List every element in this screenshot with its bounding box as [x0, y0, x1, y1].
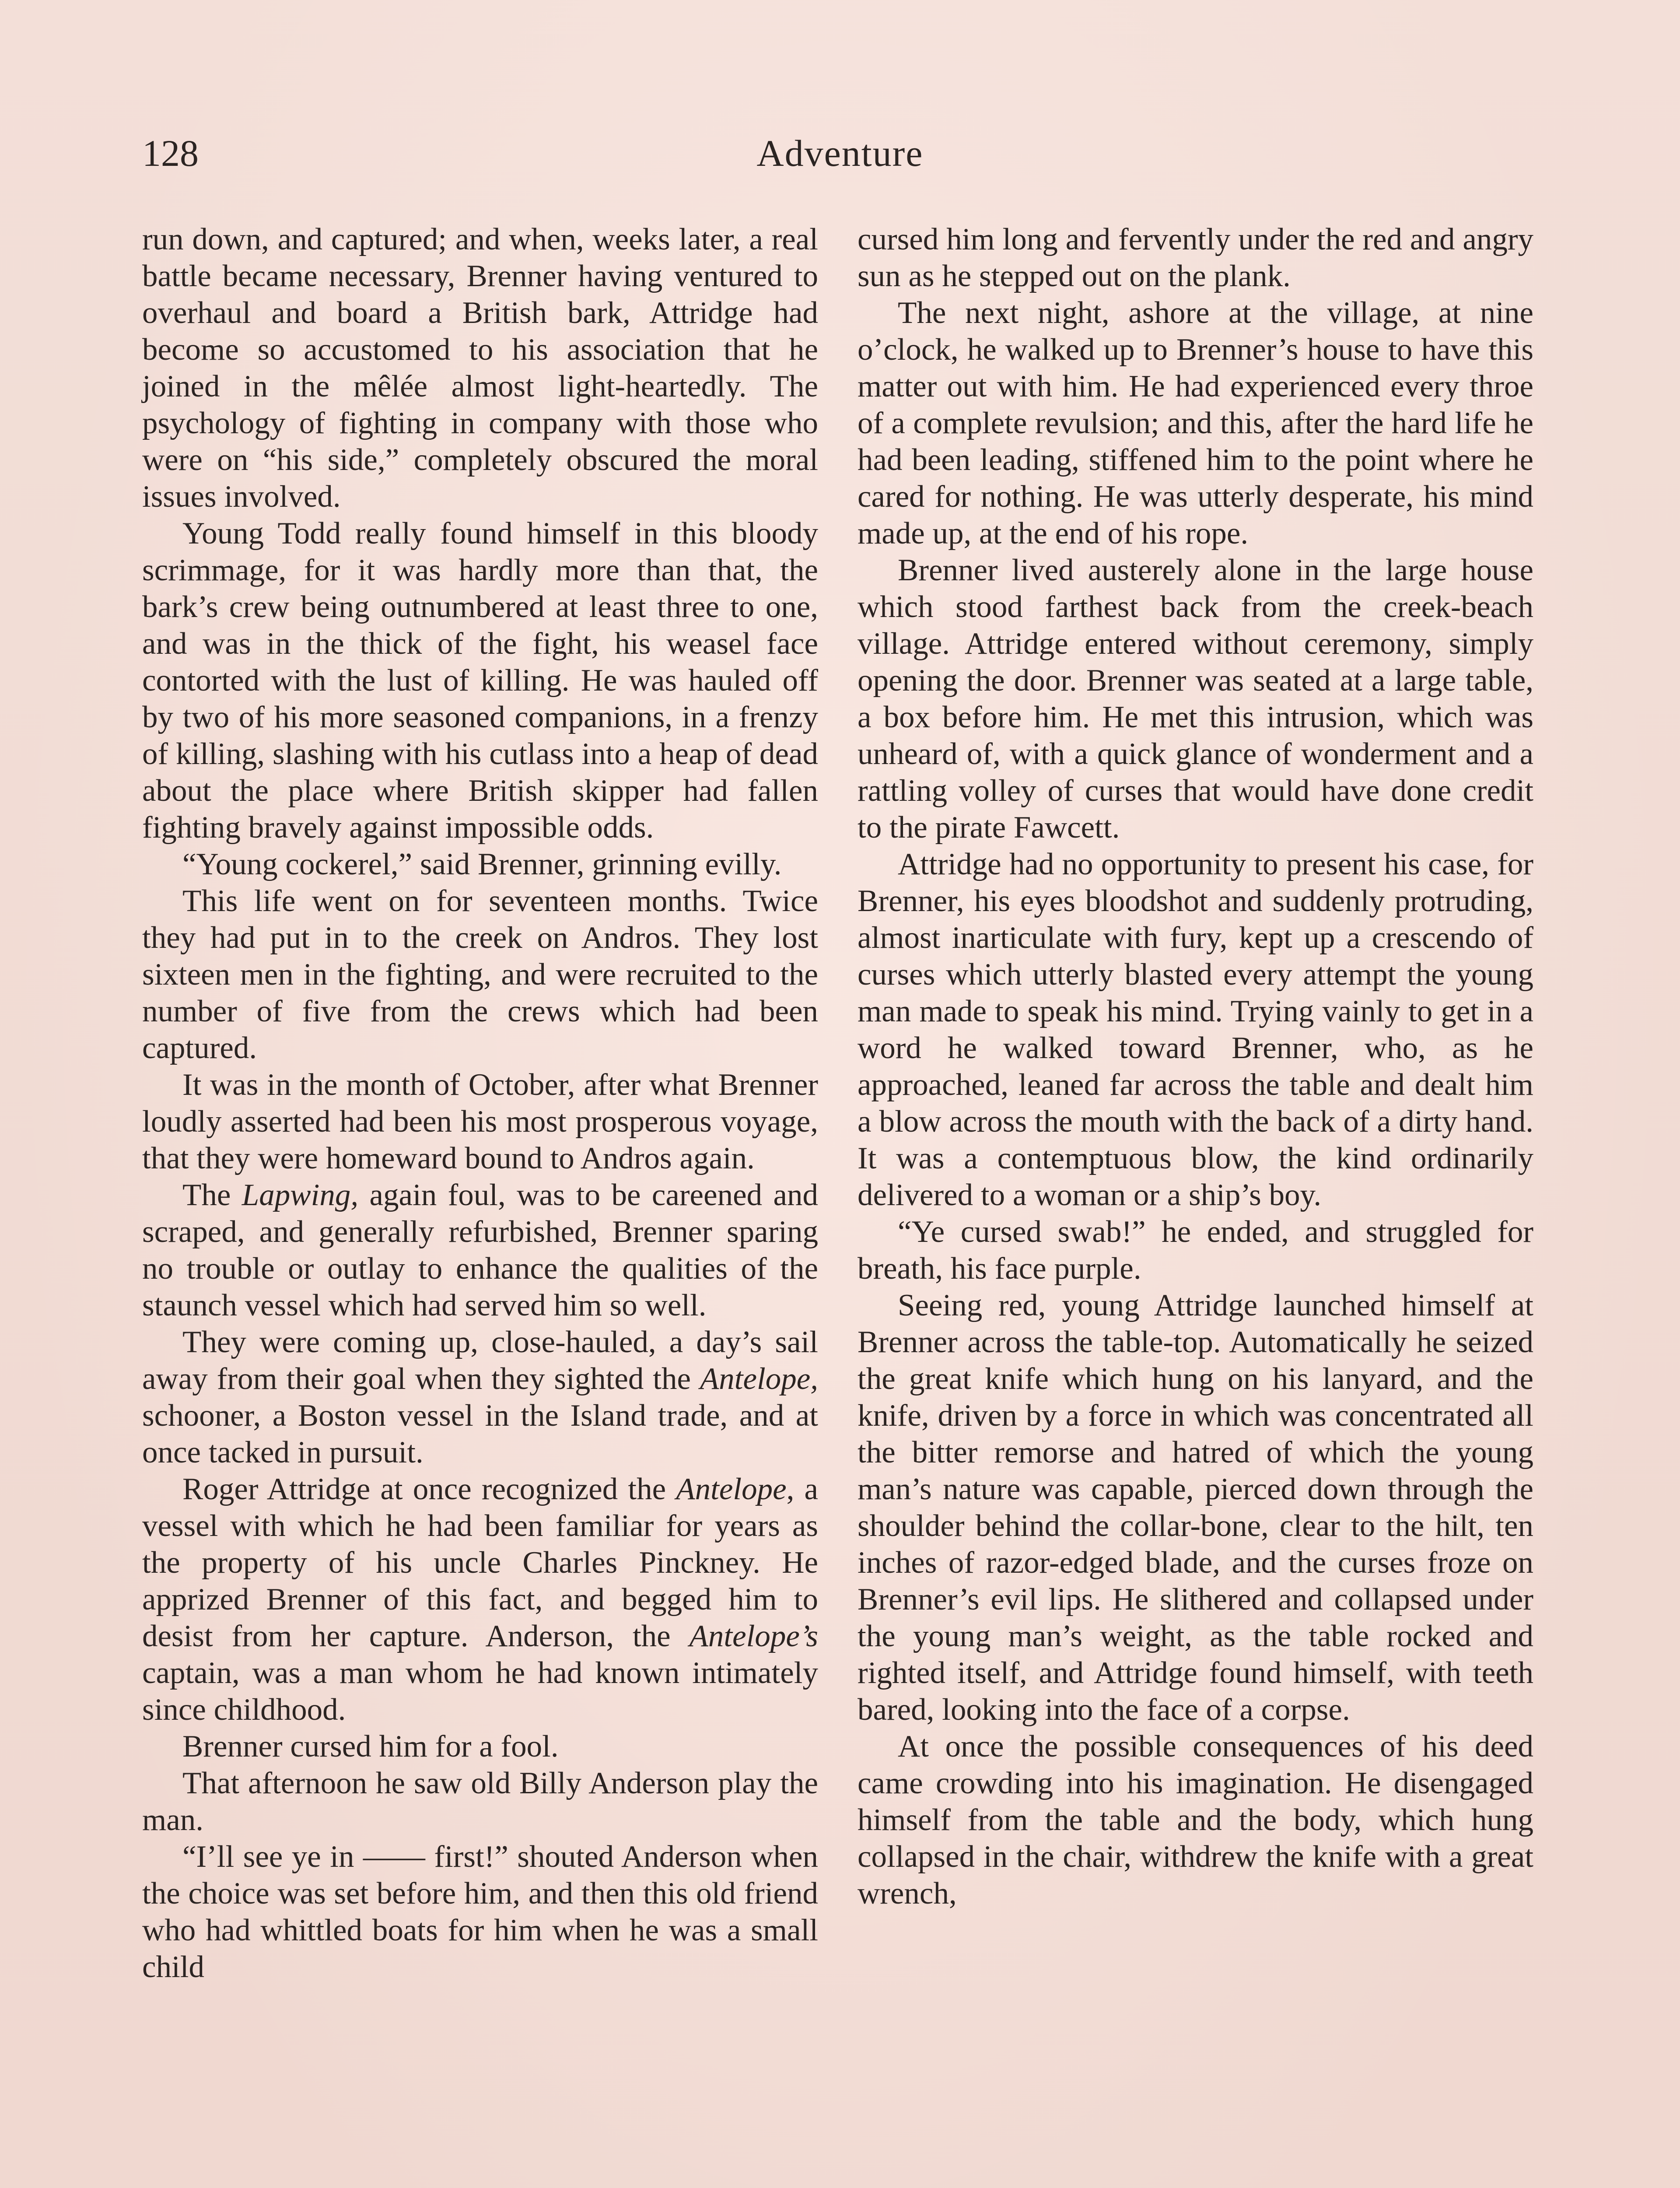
text-run: again foul, was to be careened and scraped, and generally refurbished, Brenner sparing no trouble or outlay to enhance the qualities of the staunch vessel which had served him so well.: [142, 1178, 818, 1322]
right-column: [858, 221, 1533, 1912]
paragraph: “I’ll see ye in —— first!” shouted Anderson when the choice was set before him, and then this old friend who had whittled boats for him when he was a small child: [142, 1840, 818, 1984]
paragraph: That afternoon he saw old Billy Anderson play the man.: [142, 1766, 818, 1837]
paragraph: [142, 1177, 818, 1324]
text-run: They were coming up, close-hauled, a day’s sail away from their goal when they sighted the: [142, 1325, 818, 1396]
text-run: The: [182, 1178, 242, 1212]
left-column: [142, 221, 818, 1985]
paragraph: “Young cockerel,” said Brenner, grinning evilly.: [182, 847, 782, 881]
text-run: captain, was a man whom he had known intimately since childhood.: [142, 1656, 818, 1727]
paragraph: This life went on for seventeen months. Twice they had put in to the creek on Andros. They lost sixteen men in the fighting, and were recruited to the number of five from the crews which had been captured.: [142, 884, 818, 1065]
text-run: , a vessel with which he had been familiar for years as the property of his uncle Charles Pinckney. He apprized Brenner of this fact, and begged him to desist from her capture. Anderson, the: [142, 1472, 818, 1653]
ship-name: Antelope,: [700, 1362, 818, 1396]
text-run: schooner, a Boston vessel in the Island trade, and at once tacked in pursuit.: [142, 1399, 818, 1469]
paragraph: Brenner lived austerely alone in the large house which stood farthest back from the creek-beach village. Attridge entered without ceremony, simply opening the door. Brenner was seated at a large table, a box before him. He met this intrusion, which was unheard of, with a quick glance of wonderment and a rattling volley of curses that would have done credit to the pirate Fawcett.: [858, 553, 1533, 845]
paragraph: Seeing red, young Attridge launched himself at Brenner across the table-top. Automatically he seized the great knife which hung on his lanyard, and the knife, driven by a force in which was concentrated all the bitter remorse and hatred of which the young man’s nature was capable, pierced down through the shoulder behind the collar-bone, clear to the hilt, ten inches of razor-edged blade, and the curses froze on Brenner’s evil lips. He slithered and collapsed under the young man’s weight, as the table rocked and righted itself, and Attridge found himself, with teeth bared, looking into the face of a corpse.: [858, 1288, 1533, 1727]
paragraph: [142, 1471, 818, 1728]
paragraph: The next night, ashore at the village, at nine o’clock, he walked up to Brenner’s house to have this matter out with him. He had experienced every throe of a complete revulsion; and this, after the hard life he had been leading, stiffened him to the point where he cared for nothing. He was utterly desperate, his mind made up, at the end of his rope.: [858, 296, 1533, 551]
paragraph: cursed him long and fervently under the red and angry sun as he stepped out on the plank.: [858, 222, 1533, 293]
paragraph: Attridge had no opportunity to present his case, for Brenner, his eyes bloodshot and suddenly protruding, almost inarticulate with fury, kept up a crescendo of curses which utterly blasted every attempt the young man made to speak his mind. Trying vainly to get in a word he walked toward Brenner, who, as he approached, leaned far across the table and dealt him a blow across the mouth with the back of a dirty hand. It was a contemptuous blow, the kind ordinarily delivered to a woman or a ship’s boy.: [858, 847, 1533, 1212]
paragraph: At once the possible consequences of his deed came crowding into his imagination. He disengaged himself from the table and the body, which hung collapsed in the chair, withdrew the knife with a great wrench,: [858, 1729, 1533, 1911]
ship-name: Antelope’s: [689, 1619, 818, 1653]
running-title: Adventure: [756, 132, 924, 174]
paragraph: run down, and captured; and when, weeks later, a real battle became necessary, Brenner having ventured to overhaul and board a British bark, Attridge had become so accustomed to his association that he joined in the mêlée almost light-heartedly. The psychology of fighting in company with those who were on “his side,” completely obscured the moral issues involved.: [142, 222, 818, 514]
page-number: 128: [142, 132, 199, 174]
ship-name: Antelope: [676, 1472, 787, 1506]
paragraph: “Ye cursed swab!” he ended, and struggled for breath, his face purple.: [858, 1215, 1533, 1286]
page-header: [142, 127, 1538, 179]
ship-name: Lapwing,: [242, 1178, 359, 1212]
paragraph: [142, 1324, 818, 1471]
text-run: Roger Attridge at once recognized the: [182, 1472, 676, 1506]
paragraph: It was in the month of October, after what Brenner loudly asserted had been his most prosperous voyage, that they were homeward bound to Andros again.: [142, 1068, 818, 1175]
paragraph: Brenner cursed him for a fool.: [182, 1729, 559, 1764]
paragraph: Young Todd really found himself in this bloody scrimmage, for it was hardly more than that, the bark’s crew being outnumbered at least three to one, and was in the thick of the fight, his weasel face contorted with the lust of killing. He was hauled off by two of his more seasoned companions, in a frenzy of killing, slashing with his cutlass into a heap of dead about the place where British skipper had fallen fighting bravely against impossible odds.: [142, 516, 818, 845]
